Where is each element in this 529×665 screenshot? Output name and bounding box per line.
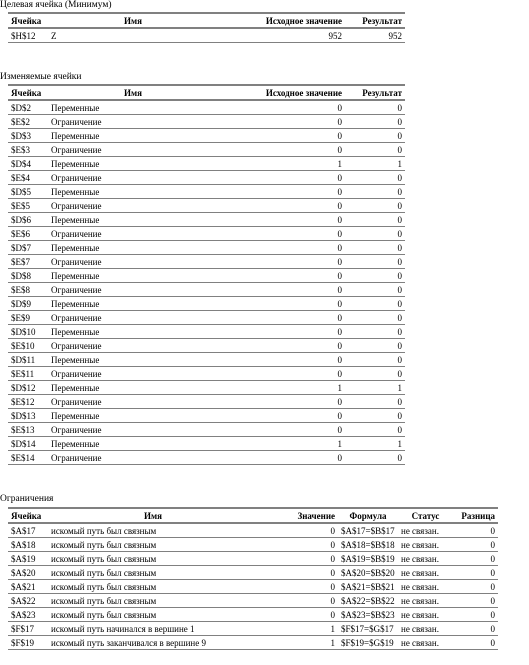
initial-value: 952 bbox=[218, 28, 345, 43]
cell-address: $F$17 bbox=[8, 622, 48, 636]
header-cell: Ячейка bbox=[8, 85, 48, 100]
cell-address: $A$17 bbox=[8, 523, 48, 538]
cell-address: $D$7 bbox=[8, 241, 48, 255]
result-value: 0 bbox=[345, 115, 405, 129]
cell-address: $E$12 bbox=[8, 395, 48, 409]
cell-address: $D$2 bbox=[8, 100, 48, 115]
header-status: Статус bbox=[398, 508, 453, 523]
cell-address: $E$6 bbox=[8, 227, 48, 241]
cell-name: Переменные bbox=[48, 100, 218, 115]
initial-value: 0 bbox=[218, 339, 345, 353]
initial-value: 0 bbox=[218, 213, 345, 227]
result-value: 0 bbox=[345, 269, 405, 283]
initial-value: 0 bbox=[218, 115, 345, 129]
result-value: 0 bbox=[345, 171, 405, 185]
constraint-status: не связан. bbox=[398, 594, 453, 608]
constraint-slack: 0 bbox=[453, 580, 498, 594]
table-row bbox=[8, 395, 405, 409]
result-value: 0 bbox=[345, 283, 405, 297]
header-result: Результат bbox=[345, 85, 405, 100]
constraint-name: искомый путь был связным bbox=[48, 552, 258, 566]
initial-value: 0 bbox=[218, 129, 345, 143]
target-header-row bbox=[8, 13, 405, 28]
cell-address: $D$12 bbox=[8, 381, 48, 395]
initial-value: 1 bbox=[218, 437, 345, 451]
table-row bbox=[8, 353, 405, 367]
constraint-slack: 0 bbox=[453, 566, 498, 580]
cell-address: $A$23 bbox=[8, 608, 48, 622]
adjustable-header-row bbox=[8, 85, 405, 100]
constraint-slack: 0 bbox=[453, 622, 498, 636]
table-row bbox=[8, 437, 405, 451]
constraint-formula: $A$17=$B$17 bbox=[338, 523, 398, 538]
table-row bbox=[8, 297, 405, 311]
cell-address: $D$11 bbox=[8, 353, 48, 367]
constraint-status: не связан. bbox=[398, 523, 453, 538]
constraint-formula: $F$17=$G$17 bbox=[338, 622, 398, 636]
cell-name: Ограничение bbox=[48, 171, 218, 185]
header-cell: Ячейка bbox=[8, 13, 48, 28]
cell-address: $H$12 bbox=[8, 28, 48, 43]
initial-value: 0 bbox=[218, 255, 345, 269]
cell-address: $A$21 bbox=[8, 580, 48, 594]
initial-value: 0 bbox=[218, 199, 345, 213]
cell-name: Переменные bbox=[48, 129, 218, 143]
table-row bbox=[8, 143, 405, 157]
initial-value: 0 bbox=[218, 269, 345, 283]
result-value: 1 bbox=[345, 157, 405, 171]
header-initial: Исходное значение bbox=[218, 85, 345, 100]
cell-name: Переменные bbox=[48, 269, 218, 283]
adjustable-section-title: Изменяемые ячейки bbox=[0, 72, 82, 82]
initial-value: 0 bbox=[218, 423, 345, 437]
cell-address: $D$9 bbox=[8, 297, 48, 311]
table-row bbox=[8, 28, 405, 43]
initial-value: 1 bbox=[218, 381, 345, 395]
initial-value: 0 bbox=[218, 395, 345, 409]
cell-address: $E$11 bbox=[8, 367, 48, 381]
result-value: 0 bbox=[345, 325, 405, 339]
result-value: 952 bbox=[345, 28, 405, 43]
cell-address: $D$14 bbox=[8, 437, 48, 451]
table-row bbox=[8, 227, 405, 241]
table-row bbox=[8, 185, 405, 199]
cell-name: Переменные bbox=[48, 381, 218, 395]
cell-name: Переменные bbox=[48, 185, 218, 199]
adjustable-table bbox=[8, 84, 405, 465]
cell-address: $D$8 bbox=[8, 269, 48, 283]
result-value: 0 bbox=[345, 185, 405, 199]
cell-name: Ограничение bbox=[48, 143, 218, 157]
cell-address: $D$6 bbox=[8, 213, 48, 227]
result-value: 0 bbox=[345, 227, 405, 241]
cell-address: $E$3 bbox=[8, 143, 48, 157]
cell-address: $E$10 bbox=[8, 339, 48, 353]
cell-name: Ограничение bbox=[48, 255, 218, 269]
cell-name: Ограничение bbox=[48, 311, 218, 325]
table-row bbox=[8, 381, 405, 395]
table-row bbox=[8, 269, 405, 283]
constraint-status: не связан. bbox=[398, 580, 453, 594]
result-value: 1 bbox=[345, 437, 405, 451]
header-value: Значение bbox=[258, 508, 338, 523]
constraint-name: искомый путь был связным bbox=[48, 523, 258, 538]
result-value: 0 bbox=[345, 409, 405, 423]
constraint-value: 0 bbox=[258, 523, 338, 538]
initial-value: 0 bbox=[218, 185, 345, 199]
constraint-name: искомый путь начинался в вершине 1 bbox=[48, 622, 258, 636]
constraint-name: искомый путь был связным bbox=[48, 538, 258, 552]
cell-name: Ограничение bbox=[48, 339, 218, 353]
constraint-name: искомый путь был связным bbox=[48, 608, 258, 622]
cell-name: Ограничение bbox=[48, 283, 218, 297]
cell-address: $A$22 bbox=[8, 594, 48, 608]
constraint-slack: 0 bbox=[453, 552, 498, 566]
constraint-name: искомый путь заканчивался в вершине 9 bbox=[48, 636, 258, 650]
cell-name: Ограничение bbox=[48, 199, 218, 213]
cell-name: Ограничение bbox=[48, 395, 218, 409]
initial-value: 0 bbox=[218, 311, 345, 325]
initial-value: 0 bbox=[218, 241, 345, 255]
table-row bbox=[8, 157, 405, 171]
cell-address: $D$5 bbox=[8, 185, 48, 199]
constraints-section-title: Ограничения bbox=[0, 494, 54, 504]
table-row bbox=[8, 566, 498, 580]
cell-address: $E$5 bbox=[8, 199, 48, 213]
constraint-slack: 0 bbox=[453, 608, 498, 622]
initial-value: 0 bbox=[218, 367, 345, 381]
constraint-status: не связан. bbox=[398, 552, 453, 566]
cell-name: Переменные bbox=[48, 297, 218, 311]
cell-address: $D$10 bbox=[8, 325, 48, 339]
table-row bbox=[8, 538, 498, 552]
header-result: Результат bbox=[345, 13, 405, 28]
table-row bbox=[8, 367, 405, 381]
result-value: 0 bbox=[345, 339, 405, 353]
result-value: 1 bbox=[345, 381, 405, 395]
table-row bbox=[8, 451, 405, 465]
cell-address: $A$18 bbox=[8, 538, 48, 552]
cell-name: Переменные bbox=[48, 157, 218, 171]
result-value: 0 bbox=[345, 199, 405, 213]
table-row bbox=[8, 100, 405, 115]
table-row bbox=[8, 311, 405, 325]
table-row bbox=[8, 523, 498, 538]
cell-address: $D$3 bbox=[8, 129, 48, 143]
cell-name: Переменные bbox=[48, 241, 218, 255]
header-name: Имя bbox=[48, 508, 258, 523]
constraint-formula: $A$23=$B$23 bbox=[338, 608, 398, 622]
cell-address: $F$19 bbox=[8, 636, 48, 650]
constraint-name: искомый путь был связным bbox=[48, 580, 258, 594]
table-row bbox=[8, 423, 405, 437]
cell-address: $D$13 bbox=[8, 409, 48, 423]
header-name: Имя bbox=[48, 85, 218, 100]
result-value: 0 bbox=[345, 297, 405, 311]
target-section-title: Целевая ячейка (Минимум) bbox=[0, 0, 112, 10]
constraint-value: 1 bbox=[258, 622, 338, 636]
cell-name: Ограничение bbox=[48, 423, 218, 437]
cell-address: $E$13 bbox=[8, 423, 48, 437]
cell-address: $E$14 bbox=[8, 451, 48, 465]
constraint-status: не связан. bbox=[398, 538, 453, 552]
initial-value: 0 bbox=[218, 100, 345, 115]
cell-address: $E$9 bbox=[8, 311, 48, 325]
constraint-value: 0 bbox=[258, 594, 338, 608]
cell-address: $D$4 bbox=[8, 157, 48, 171]
result-value: 0 bbox=[345, 129, 405, 143]
constraint-slack: 0 bbox=[453, 594, 498, 608]
cell-name: Ограничение bbox=[48, 227, 218, 241]
table-row bbox=[8, 115, 405, 129]
constraint-slack: 0 bbox=[453, 523, 498, 538]
constraint-status: не связан. bbox=[398, 636, 453, 650]
constraint-formula: $A$18=$B$18 bbox=[338, 538, 398, 552]
constraint-formula: $A$19=$B$19 bbox=[338, 552, 398, 566]
table-row bbox=[8, 594, 498, 608]
table-row bbox=[8, 255, 405, 269]
cell-address: $A$20 bbox=[8, 566, 48, 580]
header-cell: Ячейка bbox=[8, 508, 48, 523]
constraint-value: 0 bbox=[258, 566, 338, 580]
constraint-value: 0 bbox=[258, 538, 338, 552]
cell-address: $E$2 bbox=[8, 115, 48, 129]
constraint-status: не связан. bbox=[398, 566, 453, 580]
header-name: Имя bbox=[48, 13, 218, 28]
result-value: 0 bbox=[345, 353, 405, 367]
constraints-table bbox=[8, 507, 498, 650]
result-value: 0 bbox=[345, 100, 405, 115]
table-row bbox=[8, 199, 405, 213]
table-row bbox=[8, 580, 498, 594]
initial-value: 0 bbox=[218, 325, 345, 339]
cell-name: Переменные bbox=[48, 213, 218, 227]
cell-name: Переменные bbox=[48, 325, 218, 339]
target-table bbox=[8, 12, 405, 43]
constraint-value: 1 bbox=[258, 636, 338, 650]
constraint-value: 0 bbox=[258, 552, 338, 566]
cell-name: Ограничение bbox=[48, 115, 218, 129]
result-value: 0 bbox=[345, 213, 405, 227]
initial-value: 0 bbox=[218, 227, 345, 241]
constraints-header-row bbox=[8, 508, 498, 523]
table-row bbox=[8, 636, 498, 650]
result-value: 0 bbox=[345, 367, 405, 381]
initial-value: 1 bbox=[218, 157, 345, 171]
table-row bbox=[8, 283, 405, 297]
cell-name: Переменные bbox=[48, 353, 218, 367]
table-row bbox=[8, 213, 405, 227]
result-value: 0 bbox=[345, 311, 405, 325]
initial-value: 0 bbox=[218, 171, 345, 185]
constraint-value: 0 bbox=[258, 580, 338, 594]
initial-value: 0 bbox=[218, 283, 345, 297]
cell-address: $E$4 bbox=[8, 171, 48, 185]
result-value: 0 bbox=[345, 395, 405, 409]
constraint-value: 0 bbox=[258, 608, 338, 622]
constraint-name: искомый путь был связным bbox=[48, 594, 258, 608]
constraint-formula: $A$20=$B$20 bbox=[338, 566, 398, 580]
result-value: 0 bbox=[345, 241, 405, 255]
cell-name: Ограничение bbox=[48, 451, 218, 465]
table-row bbox=[8, 552, 498, 566]
cell-address: $A$19 bbox=[8, 552, 48, 566]
constraint-formula: $A$22=$B$22 bbox=[338, 594, 398, 608]
result-value: 0 bbox=[345, 423, 405, 437]
constraint-name: искомый путь был связным bbox=[48, 566, 258, 580]
table-row bbox=[8, 409, 405, 423]
header-slack: Разница bbox=[453, 508, 498, 523]
initial-value: 0 bbox=[218, 451, 345, 465]
constraint-formula: $A$21=$B$21 bbox=[338, 580, 398, 594]
result-value: 0 bbox=[345, 451, 405, 465]
cell-address: $E$7 bbox=[8, 255, 48, 269]
constraint-formula: $F$19=$G$19 bbox=[338, 636, 398, 650]
table-row bbox=[8, 171, 405, 185]
initial-value: 0 bbox=[218, 353, 345, 367]
table-row bbox=[8, 608, 498, 622]
constraint-slack: 0 bbox=[453, 636, 498, 650]
result-value: 0 bbox=[345, 143, 405, 157]
cell-name: Ограничение bbox=[48, 367, 218, 381]
header-formula: Формула bbox=[338, 508, 398, 523]
table-row bbox=[8, 129, 405, 143]
cell-name: Переменные bbox=[48, 409, 218, 423]
header-initial: Исходное значение bbox=[218, 13, 345, 28]
constraint-slack: 0 bbox=[453, 538, 498, 552]
cell-name: Z bbox=[48, 28, 218, 43]
cell-name: Переменные bbox=[48, 437, 218, 451]
table-row bbox=[8, 241, 405, 255]
cell-address: $E$8 bbox=[8, 283, 48, 297]
initial-value: 0 bbox=[218, 409, 345, 423]
result-value: 0 bbox=[345, 255, 405, 269]
constraint-status: не связан. bbox=[398, 608, 453, 622]
table-row bbox=[8, 325, 405, 339]
constraint-status: не связан. bbox=[398, 622, 453, 636]
table-row bbox=[8, 622, 498, 636]
initial-value: 0 bbox=[218, 297, 345, 311]
table-row bbox=[8, 339, 405, 353]
initial-value: 0 bbox=[218, 143, 345, 157]
